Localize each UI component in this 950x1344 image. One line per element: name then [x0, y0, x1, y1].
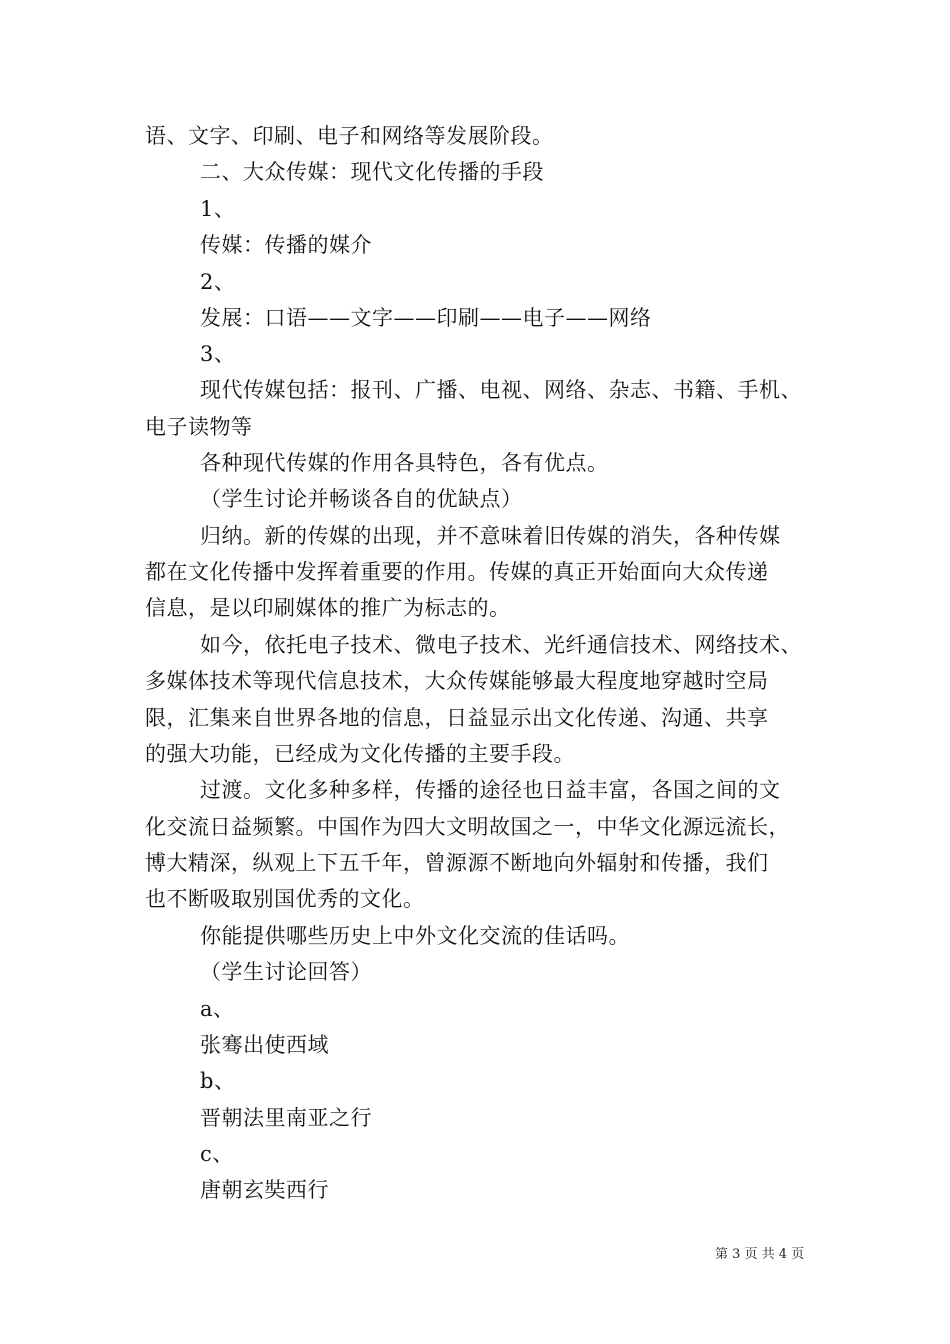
text-line: 各种现代传媒的作用各具特色，各有优点。: [200, 451, 609, 475]
list-number: 3、: [200, 342, 236, 366]
list-number: 1、: [200, 197, 236, 221]
list-letter: a、: [200, 997, 235, 1021]
list-letter: b、: [200, 1069, 236, 1093]
text-line: 晋朝法里南亚之行: [200, 1106, 372, 1130]
text-line: 限，汇集来自世界各地的信息，日益显示出文化传递、沟通、共享: [145, 706, 769, 730]
text-line: 电子读物等: [145, 415, 253, 439]
text-line: 现代传媒包括：报刊、广播、电视、网络、杂志、书籍、手机、: [200, 378, 802, 402]
text-line: 如今，依托电子技术、微电子技术、光纤通信技术、网络技术、: [200, 633, 802, 657]
list-number: 2、: [200, 270, 236, 294]
text-line: （学生讨论并畅谈各自的优缺点）: [200, 487, 523, 511]
text-line: 也不断吸取别国优秀的文化。: [145, 887, 425, 911]
text-line: 发展：口语——文字——印刷——电子——网络: [200, 306, 652, 330]
text-line: （学生讨论回答）: [200, 960, 372, 984]
text-line: 张骞出使西域: [200, 1033, 329, 1057]
text-line: 都在文化传播中发挥着重要的作用。传媒的真正开始面向大众传递: [145, 560, 769, 584]
list-letter: c、: [200, 1142, 234, 1166]
text-line: 语、文字、印刷、电子和网络等发展阶段。: [145, 124, 554, 148]
text-line: 传媒：传播的媒介: [200, 233, 372, 257]
text-line: 信息，是以印刷媒体的推广为标志的。: [145, 596, 511, 620]
text-line: 博大精深，纵观上下五千年，曾源源不断地向外辐射和传播，我们: [145, 851, 769, 875]
text-line: 的强大功能，已经成为文化传播的主要手段。: [145, 742, 575, 766]
page-indicator: 第 3 页 共 4 页: [715, 1247, 805, 1262]
section-heading: 二、大众传媒：现代文化传播的手段: [200, 160, 544, 184]
text-line: 多媒体技术等现代信息技术，大众传媒能够最大程度地穿越时空局: [145, 669, 769, 693]
text-line: 唐朝玄奘西行: [200, 1178, 329, 1202]
text-line: 过渡。文化多种多样，传播的途径也日益丰富，各国之间的文: [200, 778, 781, 802]
text-line: 归纳。新的传媒的出现，并不意味着旧传媒的消失，各种传媒: [200, 524, 781, 548]
text-line: 你能提供哪些历史上中外文化交流的佳话吗。: [200, 924, 630, 948]
text-line: 化交流日益频繁。中国作为四大文明故国之一，中华文化源远流长，: [145, 815, 790, 839]
